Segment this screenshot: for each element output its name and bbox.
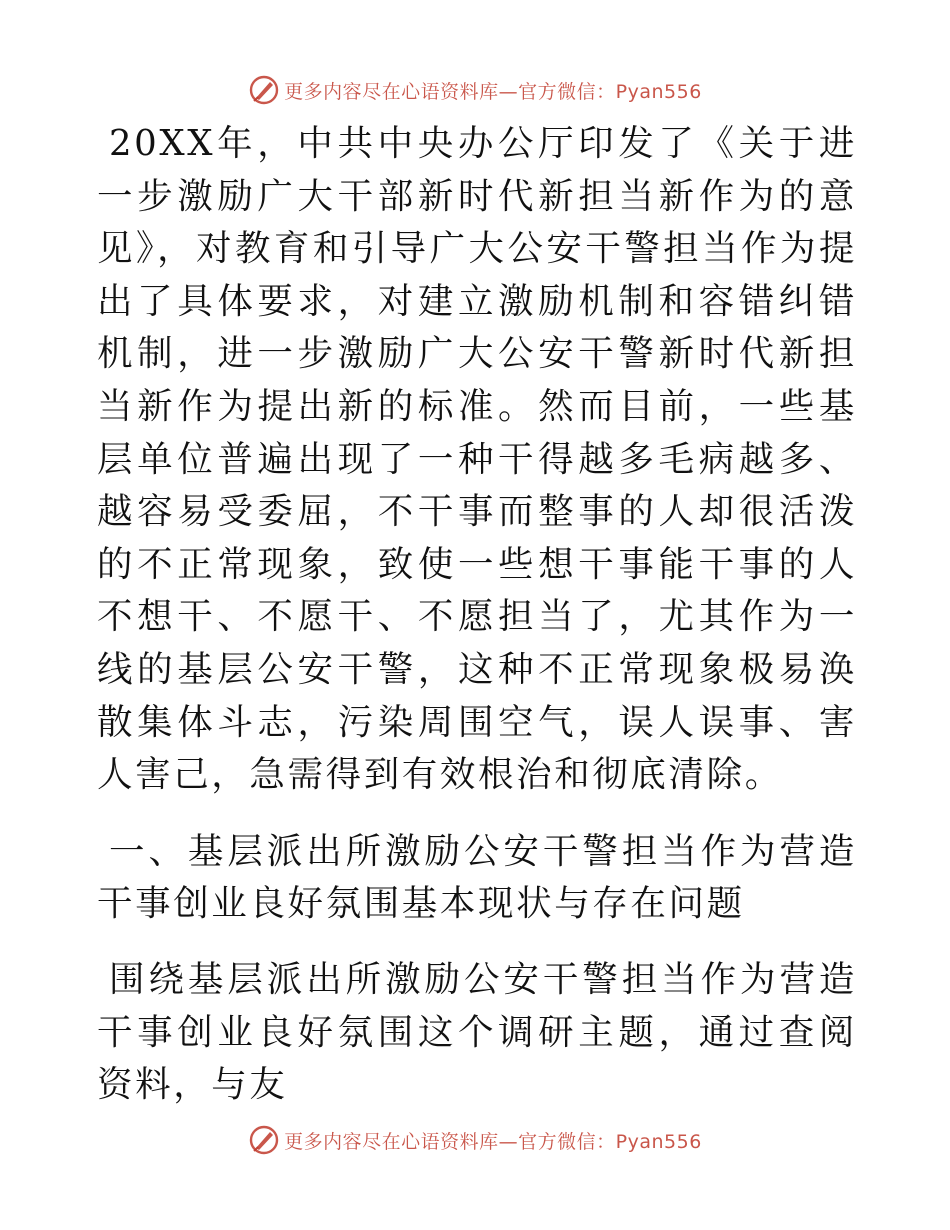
section-heading: 一、基层派出所激励公安干警担当作为营造干事创业良好氛围基本现状与存在问题 [97, 830, 857, 925]
paragraph-research: 围绕基层派出所激励公安干警担当作为营造干事创业良好氛围这个调研主题，通过查阅资料，与友 [97, 958, 857, 1106]
document-body [97, 118, 857, 1112]
quill-seal-icon [248, 1124, 280, 1156]
quill-seal-icon [248, 74, 280, 106]
watermark-text: 更多内容尽在心语资料库—官方微信：Pyan556 [284, 80, 702, 103]
watermark-header [0, 70, 950, 110]
watermark-text: 更多内容尽在心语资料库—官方微信：Pyan556 [284, 1130, 702, 1153]
watermark-footer [0, 1120, 950, 1160]
paragraph-intro: 20XX年，中共中央办公厅印发了《关于进一步激励广大干部新时代新担当新作为的意见》，对教育和引导广大公安干警担当作为提出了具体要求，对建立激励机制和容错纠错机制，进一步激励广大公安干警新时代新担当新作为提出新的标准。然而目前，一些基层单位普遍出现了一种干得越多毛病越多、越容易受委屈，不干事而整事的人却很活泼的不正常现象，致使一些想干事能干事的人不想干、不愿干、不愿担当了，尤其作为一线的基层公安干警，这种不正常现象极易涣散集体斗志，污染周围空气，误人误事、害人害己，急需得到有效根治和彻底清除。 [97, 123, 857, 796]
